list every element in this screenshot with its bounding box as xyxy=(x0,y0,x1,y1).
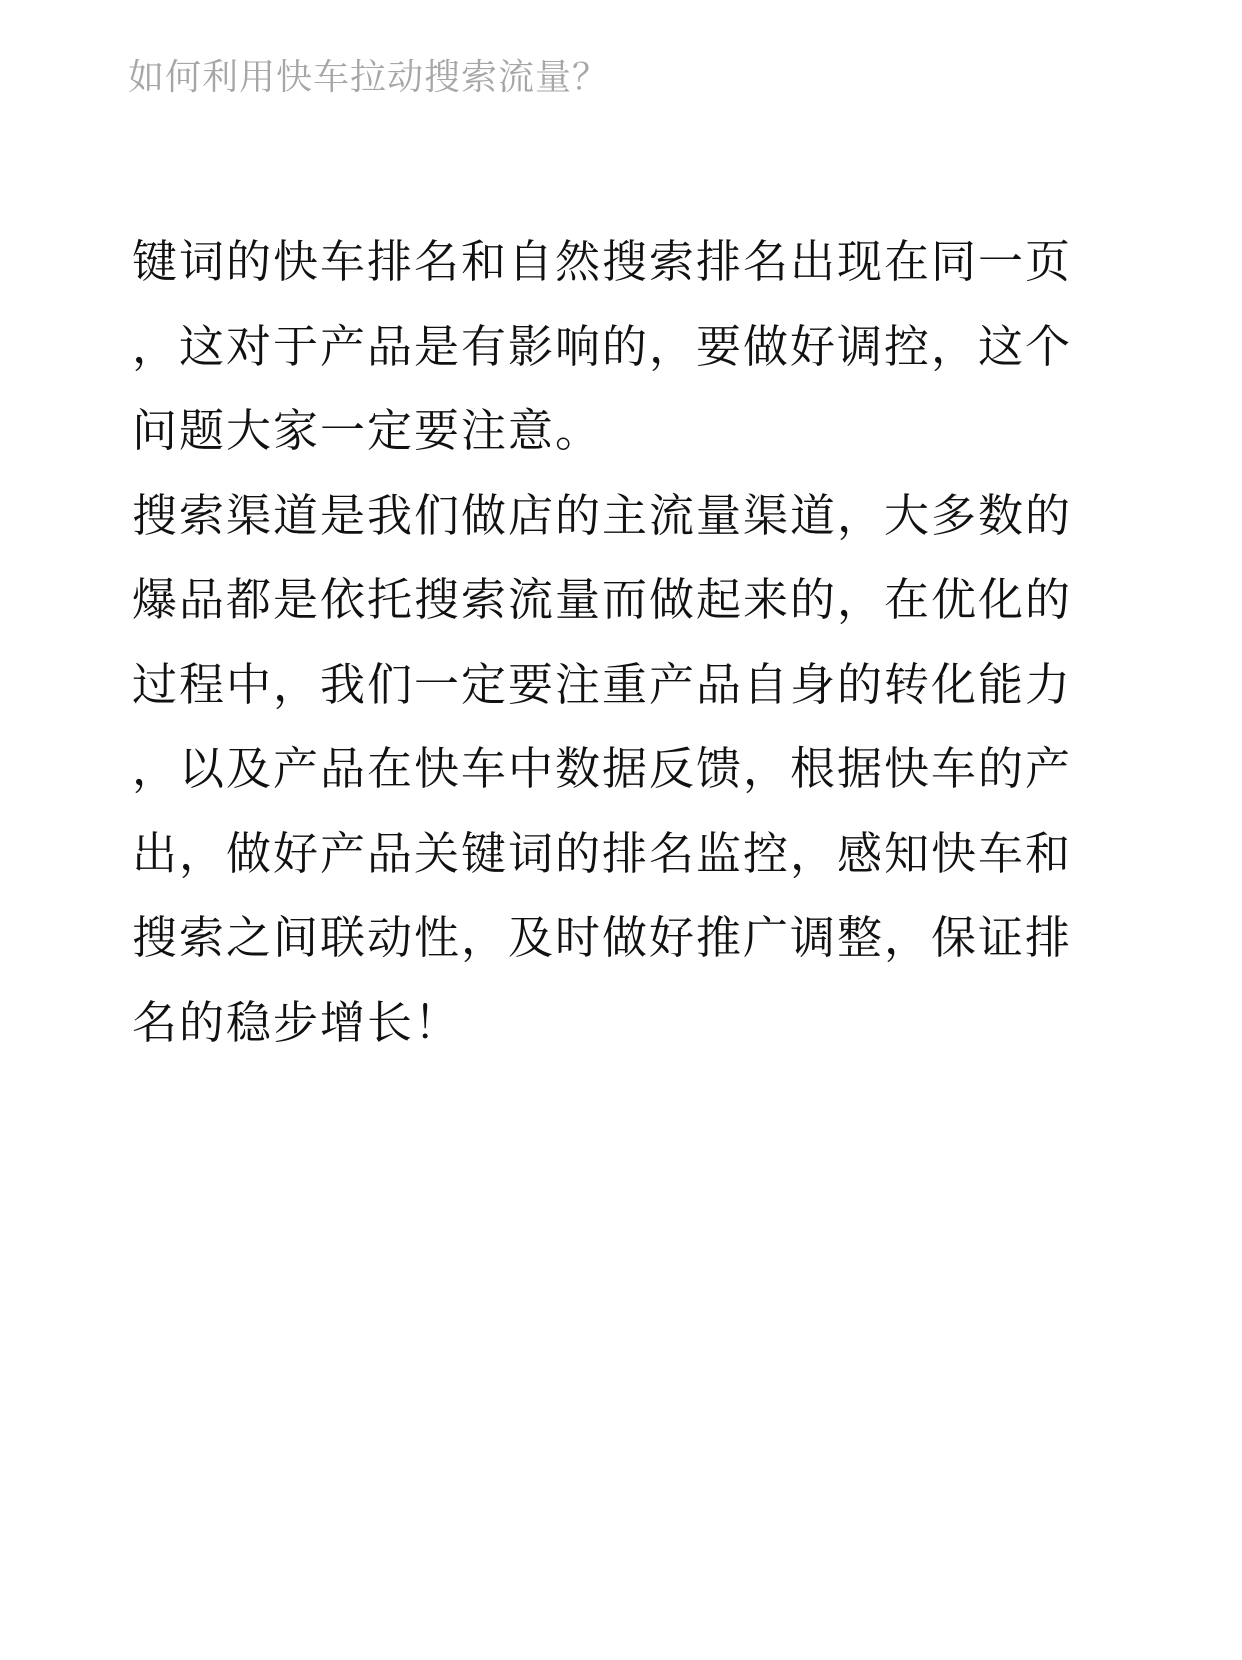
text-line: 名的稳步增长！ xyxy=(132,995,462,1049)
text-line: 搜索之间联动性，及时做好推广调整，保证排 xyxy=(132,911,1073,964)
text-line: ，这对于产品是有影响的，要做好调控，这个 xyxy=(132,319,1073,373)
text-line: ，以及产品在快车中数据反馈，根据快车的产 xyxy=(132,742,1073,795)
text-line: 爆品都是依托搜索流量而做起来的，在优化的 xyxy=(132,573,1073,626)
text-line: 出，做好产品关键词的排名监控，感知快车和 xyxy=(132,826,1073,880)
text-line: 问题大家一定要注意。 xyxy=(132,404,603,457)
text-line: 过程中，我们一定要注重产品自身的转化能力 xyxy=(132,657,1073,711)
text-line: 搜索渠道是我们做店的主流量渠道，大多数的 xyxy=(132,488,1073,542)
text-line: 键词的快车排名和自然搜索排名出现在同一页 xyxy=(132,235,1073,288)
article-body xyxy=(132,220,1112,1065)
page-title: 如何利用快车拉动搜索流量？ xyxy=(128,57,610,98)
